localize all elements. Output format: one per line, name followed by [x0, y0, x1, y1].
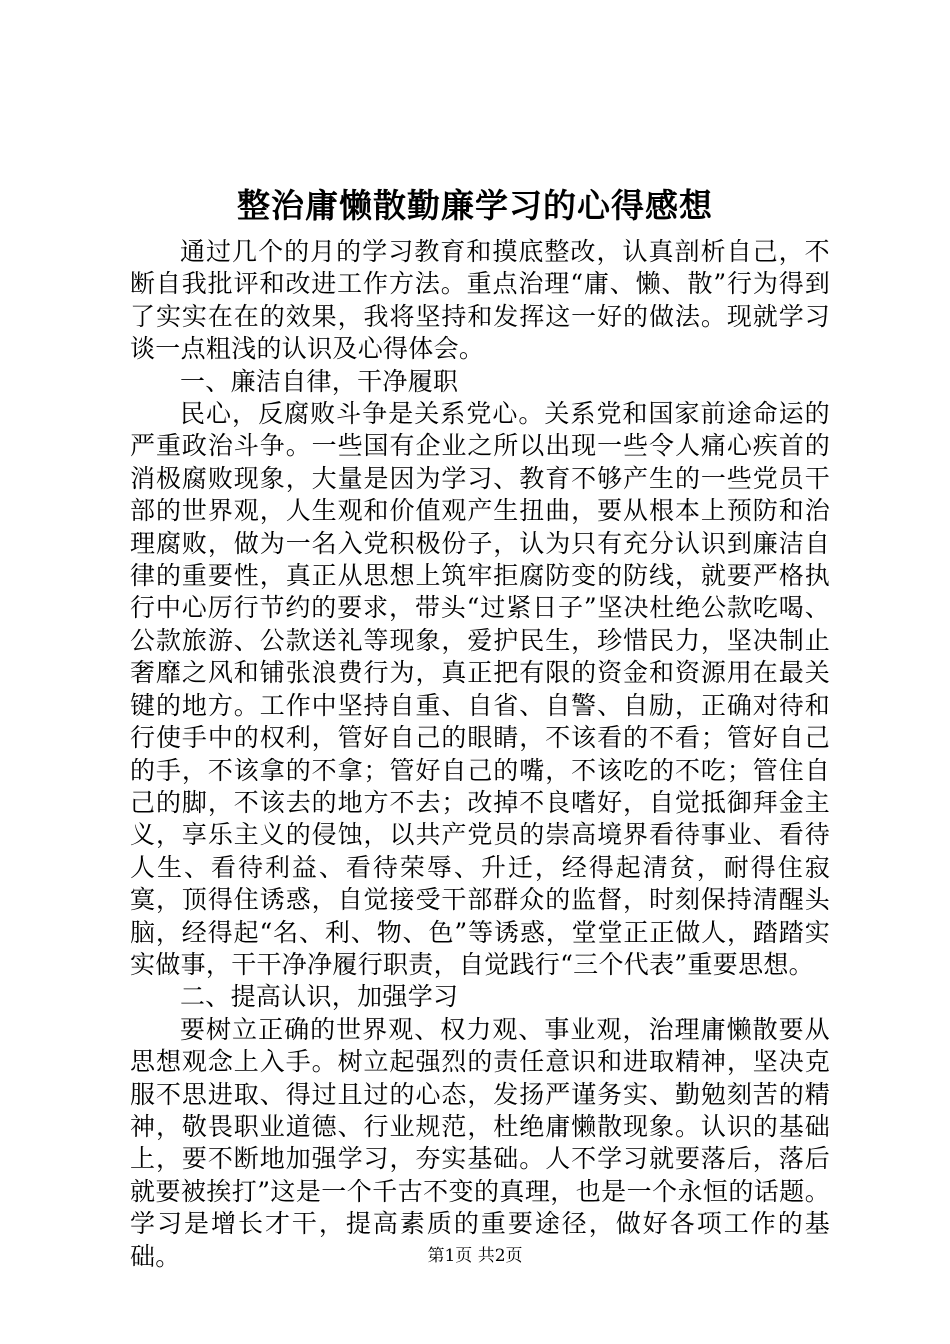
section-heading-2: 二、提高认识，加强学习	[180, 982, 459, 1012]
section-heading-1: 一、廉洁自律，干净履职	[180, 366, 459, 396]
paragraph-section-1: 民心，反腐败斗争是关系党心。关系党和国家前途命运的严重政治斗争。一些国有企业之所以出现一些令人痛心疾首的消极腐败现象，大量是因为学习、教育不够产生的一些党员干部的世界观，人生观和价值观产生扭曲，要从根本上预防和治理腐败，做为一名入党积极份子，认为只有充分认识到廉洁自律的重要性，真正从思想上筑牢拒腐防变的防线，就要严格执行中心厉行节约的要求，带头“过紧日子”坚决杜绝公款吃喝、公款旅游、公款送礼等现象，爱护民生，珍惜民力，坚决制止奢靡之风和铺张浪费行为，真正把有限的资金和资源用在最关键的地方。工作中坚持自重、自省、自警、自励，正确对待和行使手中的权利，管好自己的眼睛，不该看的不看；管好自己的手，不该拿的不拿；管好自己的嘴，不该吃的不吃；管住自己的脚，不该去的地方不去；改掉不良嗜好，自觉抵御拜金主义，享乐主义的侵蚀，以共产党员的崇高境界看待事业、看待人生、看待利益、看待荣辱、升迁，经得起清贫，耐得住寂寞，顶得住诱惑，自觉接受干部群众的监督，时刻保持清醒头脑，经得起“名、利、物、色”等诱惑，堂堂正正做人，踏踏实实做事，干干净净履行职责，自觉践行“三个代表”重要思想。	[130, 399, 830, 979]
page-number-footer: 第1页 共2页	[427, 1246, 523, 1266]
document-body	[130, 236, 830, 1273]
paragraph-intro: 通过几个的月的学习教育和摸底整改，认真剖析自己，不断自我批评和改进工作方法。重点治理“庸、懒、散”行为得到了实实在在的效果，我将坚持和发挥这一好的做法。现就学习谈一点粗浅的认识及心得体会。	[130, 237, 830, 364]
paragraph-section-2: 要树立正确的世界观、权力观、事业观，治理庸懒散要从思想观念上入手。树立起强烈的责任意识和进取精神，坚决克服不思进取、得过且过的心态，发扬严谨务实、勤勉刻苦的精神，敬畏职业道德、行业规范，杜绝庸懒散现象。认识的基础上，要不断地加强学习，夯实基础。人不学习就要落后，落后就要被挨打”这是一个千古不变的真理，也是一个永恒的话题。学习是增长才干，提高素质的重要途径，做好各项工作的基础。	[130, 1014, 830, 1271]
document-title: 整治庸懒散勤廉学习的心得感想	[237, 186, 713, 225]
